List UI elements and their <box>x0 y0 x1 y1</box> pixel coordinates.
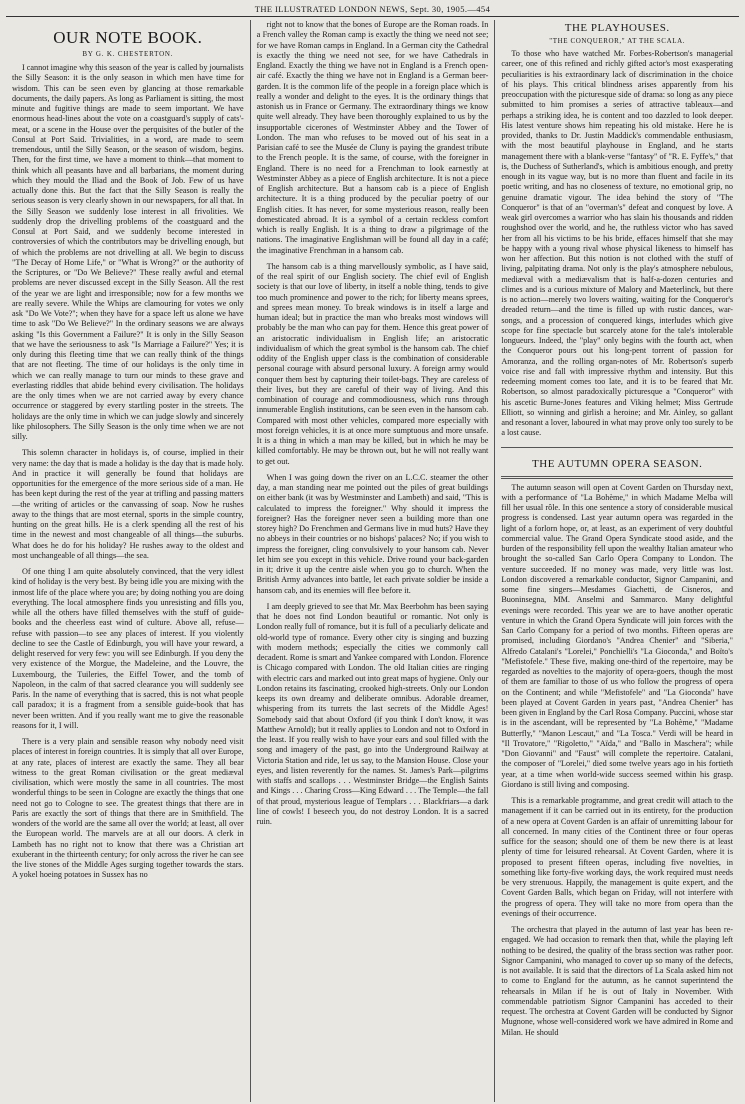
paragraph: I cannot imagine why this season of the year is called by journalists the Silly Season: it is the only season in which men have time for wisdom. This can be seen even by glancing at those remarkable documents, the daily papers. As long as Parliament is sitting, the most minute and fugitive things are made to seem important. We have enormous head-lines about the vote on a coastguard's supply of cats'-meat, or a scene in the House over the perquisites of the butler of the Consul at Port Said. Trivialities, in a word, are made to seem tremendous, until the Silly Season, or the season of wisdom, begins. Then, for the first time, we have a moment to think—that moment to think which all peasants have and all barbarians, the moment during which they mould the Iliad and the Book of Job. Few of us have actually done this. But the fact that the Silly Season is really the serious season is very clearly shown in our newspapers, for all that. In the Silly Season we suddenly lose interest in all frivolities. We suddenly drop the drivelling problems of the coastguard and the Consul at Port Said, and we suddenly become interested in controversies of which the contributors may be drivelling enough, but of which the problems are not drivelling at all. We begin to discuss "The Decay of Home Life," or "What is Wrong?" or the authority of the Scriptures, or "Do We Believe?" These really awful and eternal problems are never discussed except in the Silly Season. All the rest of the year we are light and irresponsible; now for a few months we are really severe. While the Whips are clamouring for votes we only ask "Do We Vote?"; when they have for a space left us alone we have time to ask "Do We Believe?" In the ordinary seasons we are always asking "Is this Government a Failure?" It is only in the Silly Season that we have the seriousness to ask "Is Marriage a Failure?" Yes; it is only during this fleeting time that we can really think of the things that are not fleeting. The time of our holidays is the only time in which we can really manage to turn our minds to these grave and everlasting riddles that abide behind every civilisation. The holidays are the only times when we are not carried away by every chance occurrence or staggered by every startling poster in the streets. The holidays are the only time in which we can judge slowly and sincerely like philosophers. The Silly Season is the only time when we are not silly. <box>12 63 244 441</box>
section-subtitle-conqueror: "THE CONQUEROR," AT THE SCALA. <box>549 37 686 45</box>
paragraph: This solemn character in holidays is, of course, implied in their very name: the day that is made a holiday is the day that is made holy. And in practice it will generally be found that holidays are opportunities for the emergence of the more serious side of a man. He has been kept during the rest of the year at trifling and passing matters—the writing of articles or the canvassing of soap. Now he rushes away to the things that are most eternal, sports in the simple country, hunting on the great hills. He is a clerk spending all the rest of his time in the newest and most changeable of all things—the suburbs. What does he do for his holiday? He rushes away to the oldest and most unchangeable of all things—the sea. <box>12 448 244 560</box>
paragraph: The hansom cab is a thing marvellously symbolic, as I have said, of the real spirit of our English society. The chief evil of English society is that our love of liberty, in itself a noble thing, tends to give too much prominence and power to the rich; for liberty means sprees, and sprees mean money. To break windows is in itself a large and human ideal; but in practice the man who breaks most windows will probably be the man who can pay for them. Hence this great power of an aristocratic individualism in English life; an aristocratic individualism of which the great symbol is the hansom cab. The chief oddity of the English upper class is the combination of considerable personal courage with absurd personal luxury. A foreign army would conquer them best by capturing their toilet-bags. They are careless of their lives, but they are careful of their way of living. And this combination of courage and commodiousness, which runs through innumerable English institutions, can be seen even in the hansom cab. Compared with most other vehicles, compared more especially with most foreign vehicles, it is at once more sumptuous and more unsafe. It is a thing in which a man may be killed, but in which he may be killed comfortably. He may be thrown out, but he will not really want to get out. <box>256 261 489 466</box>
paragraph: To those who have watched Mr. Forbes-Robertson's managerial career, one of this refined and richly gifted actor's most exasperating peculiarities is his extraordinary lack of discrimination in the choice of his plays. This critical blindness arises apparently from his preoccupation with the picturesque side of drama: so long as any piece submitted to him promises a series of attractive tableaux—and perhaps a striking idea, he is content and too dazzled to look deeper. His latest venture shows him repeating his old mistake. Here he is provided, thanks to Dr. Justin Maddick's commendable enthusiasm, with the most beautiful playhouse in England, and he starts management there with a blank-verse "fantasy" of "R. E. Fyffe's," that is, the Duchess of Sutherland's, which is ambitious enough, and pretty enough in its vague way, but is no more than fluent and facile in its poetic writing, and has no closeness of texture, no emotional grip, no genuine dramatic vigour. The idea behind the story of "The Conqueror" is that of an "overman's" defeat and conquest by love. A weak girl overcomes a warrior who has slain his thousands and ridden roughshod over the world, and he, the ruthless victor who has saved her from all his victims to be his bride, effaces himself that she may be happy with a young rival whose physical likeness to himself has won her affection. But this notion is not clothed with the stuff of living, palpitating drama. Not only is the play's atmosphere nebulous, mediæval with a mediævalism that is half-a-dozen centuries and climes and is a curious mixture of Malory and Maeterlinck, but there is no action—merely two lovers waiting, waiting for the Conqueror's dreaded return—and the time is filled up with rustic dances, war-songs, and a procession of conquered kings, interludes which give scope for fine spectacle but scarcely atone for the tale's intolerable longueurs. Indeed, the "play" only begins with the fourth act, when the Conqueror pours out his long-pent torrent of passion for Amoranza, and the rolling organ-notes of Mr. Robertson's superb voice rise and fall with impressive rhythm and intensity. But this redeeming moment comes too late, and it is to be feared that Mr. Robertson, so almost paradoxically picturesque a "Conqueror" with his ascetic Burne-Jones features and Viking helmet; Miss Gertrude Elliott, so winning and girlish a heroine; and Mr. Ainley, so gallant and resonant a lover, laboured in what may prove only too surely to be a lost cause. <box>501 49 734 438</box>
paragraph: Of one thing I am quite absolutely convinced, that the very idlest kind of holiday is the very best. By being idle you are mixing with the inmost life of the place where you are; by doing nothing you are doing everything. The local atmosphere finds you unresisting and fills you, while all the others have filled themselves with the stuff of guide-books and the cheerless east wind of culture. Above all, refuse—refuse with passion—to see any places of interest. If you violently decline to see the Castle of Edinburgh, you will have your reward, a delight reserved for very few: you will see Edinburgh. If you deny the very existence of the Morgue, the Madeleine, and the Louvre, the Luxembourg, the Tuileries, the Eiffel Tower, and the tomb of Napoleon, in the calm of that sacred clearance you will suddenly see Paris. In the name of everything that is sacred, this is not what people call paradox; it is a fragment from a sensible guide-book that has never been written. And if you really want me to give the reasonable reasons for it, I will. <box>12 567 244 730</box>
section-title-opera: THE AUTUMN OPERA SEASON. <box>532 457 703 470</box>
byline: BY G. K. CHESTERTON. <box>82 50 174 58</box>
column-continuation <box>250 20 495 1102</box>
paragraph: This is a remarkable programme, and great credit will attach to the management if it can be carried out in its entirety, for the production of a new opera at Covent Garden is an affair of unremitting labour for all concerned. In many cities of the Continent three or four operas suffice for the season; should one of them be new there is at least plenty of time for leisured rehearsal. At Covent Garden, where it is proposed to present fifteen operas, including five novelties, in something like forty-five working days, the work required must needs be very strenuous. Happily, the management is quite expert, and the Covent Garden Balls, which began on Friday, will not interfere with the progress of opera. They will take no more from opera than the evenings of their occurrence. <box>501 796 734 918</box>
title-underline <box>501 476 733 479</box>
paragraph: I am deeply grieved to see that Mr. Max Beerbohm has been saying that he does not find London beautiful or romantic. Not only is London really full of romance, but it is full of a peculiarly delicate and old-world type of romance. Every other city is singing and buzzing with modern methods; especially the cities we commonly call decadent. Rome is smart and Yankee compared with London. Florence is Chicago compared with London. The old Italian cities are ringing with electric cars and marked out into great maps of hygiene. Only our London retains its fascinating, crooked high-streets. Only our London keeps its own dreamy and deliberate omnibus. Adorable dreamer, whispering from its turrets the last secrets of the Middle Ages! Somebody said that about Oxford (if you think I don't know, it was Matthew Arnold); but it really applies to London and not to Oxford in the least. If you really wish to have your ears and soul filled with the song and imagery of the past, go into the Underground Railway at Victoria Station and ride, let us say, to the Mansion House. Close your eyes, and listen reverently for the names. St. James's Park—pilgrims with staffs and scallops . . . Westminster Bridge—the English Saints and Kings . . . Charing Cross—King Edward . . . The Temple—the fall of that proud, mysterious league of Templars . . . Blackfriars—a dark line of cowls! I beseech you, do not destroy London. It is a sacred ruin. <box>256 601 489 826</box>
running-header: THE ILLUSTRATED LONDON NEWS, Sept. 30, 1905.—454 <box>6 0 739 17</box>
paragraph: The orchestra that played in the autumn of last year has been re-engaged. We had occasion to remark then that, while the playing left nothing to be desired, the quality of the brass section was rather poor. Signor Campanini, who managed to cover up so many of the defects, is not available. It is said that the directors of La Scala asked him not to come to England for the autumn, as he cannot superintend the rehearsals in Milan if he is out of Italy in November. With commendable patriotism Signor Campanini has acceded to their request. The orchestra at Covent Garden will be conducted by Signor Mugnone, whose well-considered work we have admired in Rome and Milan. He should <box>501 925 734 1037</box>
columns <box>6 20 739 1102</box>
paragraph: right not to know that the bones of Europe are the Roman roads. In a French valley the Roman camp is exactly the thing we need not see; for we have Roman camps in England. In a German city the Cathedral is exactly the thing we need not see, for we have Cathedrals in England. Exactly the thing we have not in England is a French open-air café. Exactly the thing we have not in England is a German beer-garden. It is the common life of the people in a foreign place which is really a wonder and delight to the eyes. It is the ordinary things that astonish us in France or Germany. The extraordinary things we know quite well already. They have been thoroughly explained to us by the insupportable cicerones of Westminster Abbey and the Tower of London. The man who refuses to be moved out of his seat in a Parisian café to see the Musée de Cluny is paying the grandest tribute to the French people. It is the same, of course, with the foreigner in England. There is no need for a Frenchman to look earnestly at Westminster Abbey as a piece of English architecture. It is not a piece of English architecture. But a hansom cab is a piece of English architecture. It is a thing produced by the peculiar poetry of our English cities. It has never, for some mysterious reason, really been domesticated abroad. It is a symbol of a certain reckless comfort which is really English. It is a thing to draw a pilgrimage of the nations. The imaginative Englishman will be found all day in a café; the imaginative Frenchman in a hansom cab. <box>256 20 489 255</box>
paragraph: The autumn season will open at Covent Garden on Thursday next, with a performance of "La Bohème," in which Madame Melba will fill her usual rôle. In this one sentence a story of considerable musical progress is condensed. Last year autumn opera was regarded in the light of a forlorn hope, or, at least, as an experiment of very doubtful commercial value. The Grand Opera Syndicate stood aside, and the burden of the responsibility fell upon the wealthy Italian amateur who brought the so-called San Carlo Opera Company to London. The venture succeeded. If no money was made, very little was lost. London discovered a remarkable conductor, Signor Campanini, and some fine singers—Mesdames Giachetti, de Cisneros, and Buoninsegna, MM. Anselmi and Sammarco. Many delightful evenings were recorded. This year we are to have another operatic venture in which the Grand Opera Syndicate will join forces with the San Carlo Company for a period of two months. Fifteen operas are promised, including Giordano's "Andrea Chenier" and "Siberia," Alfredo Catalani's "Lorelei," Ponchielli's "La Gioconda," and Boïto's "Mefistofele." These five, making one-third of the repertoire, may be regarded as novelties to the majority of opera-goers, though the most of them are familiar to those of us who follow the progress of opera on the Continent; and while "Mefistofele" and "La Gioconda" have been played at Covent Garden in years past, "Andrea Chenier" has been given in England by the Carl Rosa Company. Puccini, whose star is in the ascendant, will be represented by "La Bohème," "Madame Butterfly," "Manon Lescaut," and "La Tosca." Verdi will be heard in "Il Trovatore," "Rigoletto," "Aïda," and "Ballo in Maschera"; while "Don Giovanni" and "Faust" will complete the repertoire. Catalani, the composer of "Lorelei," died some twelve years ago in his fortieth year, at a time when world-wide success seemed within his grasp. Giordano is still living and composing. <box>501 482 734 789</box>
section-title-playhouses: THE PLAYHOUSES. <box>564 22 670 34</box>
column-note-book <box>6 20 250 1102</box>
section-divider <box>501 447 733 448</box>
paragraph: There is a very plain and sensible reason why nobody need visit places of interest in foreign countries. It is simply that all over Europe, at any rate, places of interest are exactly the same. They all bear witness to the great Roman civilisation or the great mediæval civilisation, which were mostly the same in all countries. The most wonderful things to be seen in Cologne are exactly the things that one need not go to Cologne to see. The greatest things that there are in Paris are exactly the sort of things that there are in Smithfield. The wonders of the world are the same all over the world; at least, all over the European world. The marvels are at all our doors. A clerk in Lambeth has no right not to know that there was a Christian art exuberant in the thirteenth century; for only across the river he can see the live stones of the Middle Ages surging together towards the stars. A yokel hoeing potatoes in Sussex has no <box>12 737 244 880</box>
article-title: OUR NOTE BOOK. <box>53 28 203 47</box>
column-playhouses-opera <box>494 20 739 1102</box>
paragraph: When I was going down the river on an L.C.C. steamer the other day, a man standing near me pointed out the piles of great buildings on either bank (it was by Westminster and Lambeth) and said, "This is calculated to impress the foreigner." Why should it impress the foreigner? Has the foreigner never seen a building more than one storey high? Do Frenchmen and Germans live in mud huts? Have they no abbeys in their countries or no bishops' palaces? No; if you wish to impress the foreigner, cling convulsively to your hansom cab. Never let him see you except in this vehicle. Drive round your back-garden in it; drive it up the centre aisle when you go to church. When the British Army advances into battle, let each private soldier be inside a hansom cab, and its enemies will flee before it. <box>256 472 489 595</box>
